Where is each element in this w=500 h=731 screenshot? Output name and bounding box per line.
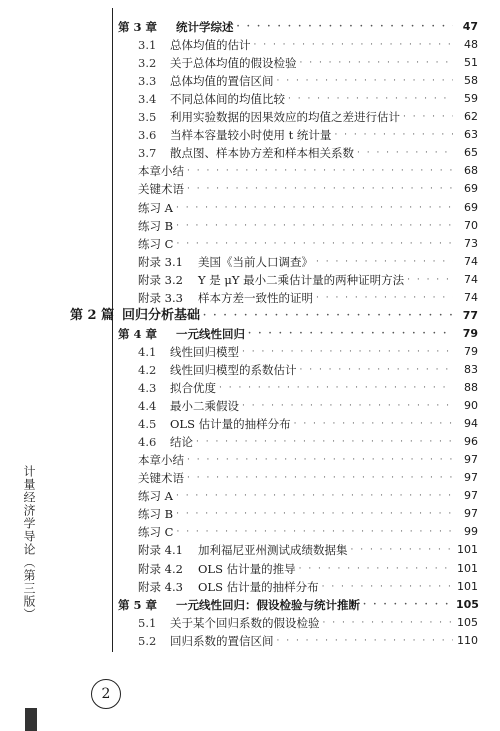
toc-entry-title: 美国《当前人口调查》 bbox=[198, 254, 313, 269]
toc-entry-number: 附录 4.3 bbox=[138, 579, 183, 594]
toc-entry-number: 4.6 bbox=[138, 435, 157, 450]
toc-entry-page: 101 bbox=[457, 579, 478, 593]
toc-entry-page: 96 bbox=[464, 435, 478, 449]
toc-entry-title: 练习 A bbox=[138, 200, 173, 215]
toc-entry-title: 练习 C bbox=[138, 236, 174, 251]
dot-leader bbox=[277, 630, 454, 652]
toc-entry-page: 105 bbox=[457, 615, 478, 629]
toc-entry-section bbox=[138, 630, 478, 652]
toc-entry-page: 97 bbox=[464, 489, 478, 503]
toc-entry-title: 练习 B bbox=[138, 507, 174, 522]
toc-entry-number: 第 3 章 bbox=[118, 20, 158, 34]
toc-entry-title: 不同总体间的均值比较 bbox=[170, 92, 285, 107]
toc-entry-page: 51 bbox=[464, 56, 478, 70]
toc-entry-number: 4.4 bbox=[138, 399, 157, 414]
toc-entry-number: 附录 3.3 bbox=[138, 290, 183, 305]
toc-entry-page: 97 bbox=[464, 471, 478, 485]
toc-entry-title: 练习 B bbox=[138, 218, 174, 233]
toc-entry-title: 练习 C bbox=[138, 525, 174, 540]
toc-entry-page: 79 bbox=[462, 326, 478, 340]
toc-entry-title: 关于某个回归系数的假设检验 bbox=[170, 615, 320, 630]
toc-entry-page: 58 bbox=[464, 74, 478, 88]
toc-entry-page: 74 bbox=[464, 254, 478, 268]
toc-entry-page: 47 bbox=[462, 20, 478, 33]
toc-entry-number: 3.3 bbox=[138, 74, 157, 89]
toc-entry-number: 3.6 bbox=[138, 128, 157, 143]
toc-entry-title: 散点图、样本协方差和样本相关系数 bbox=[170, 146, 354, 161]
toc-entry-page: 68 bbox=[464, 164, 478, 178]
toc-entry-page: 99 bbox=[464, 525, 478, 539]
toc-entry-title: 最小二乘假设 bbox=[170, 399, 239, 414]
toc-entry-title: OLS 估计量的抽样分布 bbox=[198, 579, 319, 594]
toc-entry-page: 97 bbox=[464, 453, 478, 467]
toc-entry-number: 3.7 bbox=[138, 146, 157, 161]
toc-entry-page: 73 bbox=[464, 236, 478, 250]
toc-entry-title: 线性回归模型 bbox=[170, 344, 239, 359]
toc-entry-number: 第 4 章 bbox=[118, 326, 158, 341]
toc-entry-number: 3.5 bbox=[138, 110, 157, 125]
toc-entry-page: 79 bbox=[464, 344, 478, 358]
margin-rule bbox=[112, 8, 113, 652]
toc-entry-page: 62 bbox=[464, 110, 478, 124]
toc-entry-number: 4.5 bbox=[138, 417, 157, 432]
toc-entry-page: 74 bbox=[464, 290, 478, 304]
toc-entry-title: 加利福尼亚州测试成绩数据集 bbox=[198, 543, 348, 558]
toc-entry-title: 关键术语 bbox=[138, 182, 184, 197]
toc-entry-number: 3.4 bbox=[138, 92, 157, 107]
toc-entry-number: 第 5 章 bbox=[118, 597, 158, 612]
toc-entry-page: 83 bbox=[464, 362, 478, 376]
toc-entry-title: OLS 估计量的推导 bbox=[198, 561, 296, 576]
toc-entry-title: 练习 A bbox=[138, 489, 173, 504]
toc-entry-number: 附录 4.2 bbox=[138, 561, 183, 576]
toc-entry-page: 69 bbox=[464, 200, 478, 214]
toc-entry-page: 59 bbox=[464, 92, 478, 106]
toc-entry-number: 5.1 bbox=[138, 615, 157, 630]
toc-entry-page: 101 bbox=[457, 561, 478, 575]
toc-entry-page: 77 bbox=[462, 308, 478, 322]
toc-entry-number: 5.2 bbox=[138, 633, 157, 648]
toc-entry-number: 附录 3.2 bbox=[138, 272, 183, 287]
toc-entry-title: 一元线性回归：假设检验与统计推断 bbox=[176, 597, 360, 612]
toc-entry-title: 当样本容量较小时使用 t 统计量 bbox=[170, 128, 332, 143]
toc-entry-title: Y 是 μY 最小二乘估计量的两种证明方法 bbox=[198, 272, 405, 287]
toc-entry-title: 样本方差一致性的证明 bbox=[198, 290, 313, 305]
toc-entry-number: 附录 3.1 bbox=[138, 254, 183, 269]
toc-entry-title: 关键术语 bbox=[138, 471, 184, 486]
toc-entry-number: 3.2 bbox=[138, 56, 157, 71]
toc-entry-page: 90 bbox=[464, 399, 478, 413]
toc-entry-title: 统计学综述 bbox=[176, 20, 234, 34]
toc-entry-title: OLS 估计量的抽样分布 bbox=[170, 417, 291, 432]
toc-entry-page: 105 bbox=[456, 597, 479, 611]
toc-entry-title: 线性回归模型的系数估计 bbox=[170, 362, 297, 377]
toc-entry-number: 附录 4.1 bbox=[138, 543, 183, 558]
toc-entry-page: 63 bbox=[464, 128, 478, 142]
toc-entry-title: 拟合优度 bbox=[170, 381, 216, 395]
toc-entry-page: 88 bbox=[464, 381, 478, 394]
toc-entry-title: 总体均值的估计 bbox=[170, 38, 251, 53]
toc-entry-title: 一元线性回归 bbox=[176, 326, 245, 341]
toc-entry-title: 本章小结 bbox=[138, 164, 184, 179]
toc-entry-page: 74 bbox=[464, 272, 478, 286]
toc-entry-page: 97 bbox=[464, 507, 478, 521]
toc-entry-title: 结论 bbox=[170, 435, 193, 450]
toc-entry-title: 利用实验数据的因果效应的均值之差进行估计 bbox=[170, 110, 400, 125]
toc-entry-title: 回归分析基础 bbox=[122, 307, 201, 323]
toc-entry-number: 4.2 bbox=[138, 362, 157, 377]
toc-entry-number: 第 2 篇 bbox=[70, 307, 115, 323]
toc-entry-page: 65 bbox=[464, 146, 478, 160]
toc-entry-number: 3.1 bbox=[138, 38, 157, 53]
toc-entry-page: 110 bbox=[457, 633, 478, 647]
toc-entry-title: 总体均值的置信区间 bbox=[170, 74, 274, 89]
toc-entry-title: 关于总体均值的假设检验 bbox=[170, 56, 297, 71]
page-edge-mark bbox=[25, 708, 37, 731]
toc-entry-number: 4.1 bbox=[138, 344, 157, 359]
toc-entry-title: 回归系数的置信区间 bbox=[170, 633, 274, 648]
toc-entry-page: 101 bbox=[457, 543, 478, 557]
toc-entry-page: 69 bbox=[464, 182, 478, 196]
toc-entry-page: 94 bbox=[464, 417, 478, 431]
toc-entry-title: 本章小结 bbox=[138, 453, 184, 468]
running-book-title: 计量经济学导论（第三版） bbox=[22, 465, 36, 621]
toc-entry-page: 48 bbox=[464, 38, 478, 52]
page-number: 2 bbox=[91, 679, 121, 709]
toc-entry-number: 4.3 bbox=[138, 381, 157, 395]
toc-entry-page: 70 bbox=[464, 218, 478, 232]
